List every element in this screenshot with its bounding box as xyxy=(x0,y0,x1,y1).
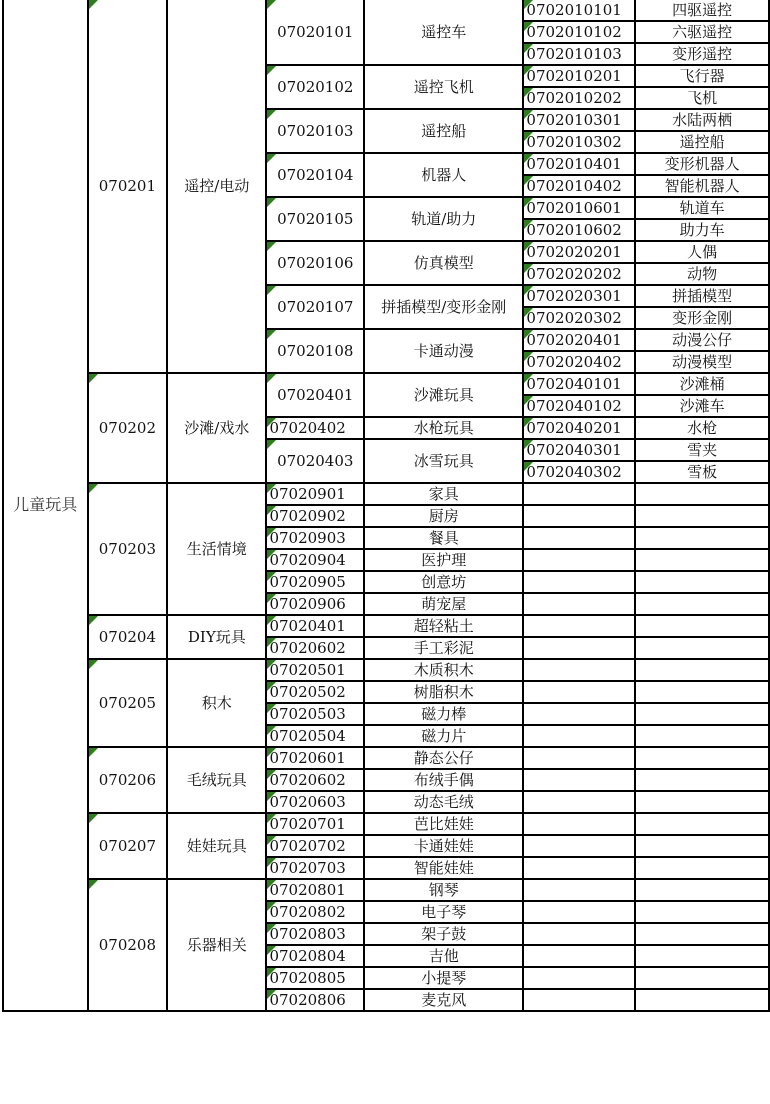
item-name-cell[interactable]: 沙滩桶 xyxy=(635,373,769,395)
empty-item-name-cell[interactable] xyxy=(635,593,769,615)
table-row xyxy=(3,747,769,769)
item-code-cell[interactable]: 0702010102 xyxy=(523,21,635,43)
sub-code-cell[interactable]: 07020101 xyxy=(266,0,364,65)
table-row xyxy=(3,0,769,21)
group-name-cell[interactable]: 毛绒玩具 xyxy=(167,747,266,813)
sub-name-cell[interactable]: 餐具 xyxy=(364,527,523,549)
sub-code-cell[interactable]: 07020806 xyxy=(266,989,364,1011)
sub-name-cell[interactable]: 智能娃娃 xyxy=(364,857,523,879)
empty-item-code-cell[interactable] xyxy=(523,901,635,923)
empty-item-name-cell[interactable] xyxy=(635,571,769,593)
empty-item-code-cell[interactable] xyxy=(523,637,635,659)
empty-item-name-cell[interactable] xyxy=(635,989,769,1011)
sub-code-cell[interactable]: 07020903 xyxy=(266,527,364,549)
table-row xyxy=(3,659,769,681)
sub-name-cell[interactable]: 树脂积木 xyxy=(364,681,523,703)
empty-item-name-cell[interactable] xyxy=(635,747,769,769)
empty-item-name-cell[interactable] xyxy=(635,483,769,505)
table-row xyxy=(3,615,769,637)
sub-name-cell[interactable]: 吉他 xyxy=(364,945,523,967)
empty-item-code-cell[interactable] xyxy=(523,483,635,505)
sub-code-cell[interactable]: 07020802 xyxy=(266,901,364,923)
empty-item-name-cell[interactable] xyxy=(635,901,769,923)
sub-code-cell[interactable]: 07020103 xyxy=(266,109,364,153)
item-name-cell[interactable]: 动物 xyxy=(635,263,769,285)
sub-name-cell[interactable]: 芭比娃娃 xyxy=(364,813,523,835)
item-code-cell[interactable]: 0702010601 xyxy=(523,197,635,219)
item-name-cell[interactable]: 动漫公仔 xyxy=(635,329,769,351)
sub-name-cell[interactable]: 拼插模型/变形金刚 xyxy=(364,285,523,329)
group-name-cell[interactable]: 乐器相关 xyxy=(167,879,266,1011)
sub-code-cell[interactable]: 07020106 xyxy=(266,241,364,285)
empty-item-code-cell[interactable] xyxy=(523,725,635,747)
empty-item-name-cell[interactable] xyxy=(635,659,769,681)
table-row xyxy=(3,813,769,835)
empty-item-name-cell[interactable] xyxy=(635,681,769,703)
item-name-cell[interactable]: 变形遥控 xyxy=(635,43,769,65)
group-name-cell[interactable]: 娃娃玩具 xyxy=(167,813,266,879)
item-name-cell[interactable]: 水陆两栖 xyxy=(635,109,769,131)
item-name-cell[interactable]: 轨道车 xyxy=(635,197,769,219)
empty-item-name-cell[interactable] xyxy=(635,813,769,835)
sub-name-cell[interactable]: 轨道/助力 xyxy=(364,197,523,241)
sub-code-cell[interactable]: 07020801 xyxy=(266,879,364,901)
sub-code-cell[interactable]: 07020504 xyxy=(266,725,364,747)
empty-item-code-cell[interactable] xyxy=(523,571,635,593)
item-name-cell[interactable]: 助力车 xyxy=(635,219,769,241)
sub-name-cell[interactable]: 磁力片 xyxy=(364,725,523,747)
sub-name-cell[interactable]: 钢琴 xyxy=(364,879,523,901)
table-row xyxy=(3,879,769,901)
empty-item-name-cell[interactable] xyxy=(635,637,769,659)
sub-name-cell[interactable]: 麦克风 xyxy=(364,989,523,1011)
sub-name-cell[interactable]: 小提琴 xyxy=(364,967,523,989)
sub-name-cell[interactable]: 动态毛绒 xyxy=(364,791,523,813)
item-code-cell[interactable]: 0702040201 xyxy=(523,417,635,439)
group-name-cell[interactable]: 生活情境 xyxy=(167,483,266,615)
sub-code-cell[interactable]: 07020503 xyxy=(266,703,364,725)
item-code-cell[interactable]: 0702020402 xyxy=(523,351,635,373)
item-code-cell[interactable]: 0702020401 xyxy=(523,329,635,351)
sub-name-cell[interactable]: 磁力棒 xyxy=(364,703,523,725)
category-table xyxy=(2,0,770,1012)
item-code-cell[interactable]: 0702010402 xyxy=(523,175,635,197)
item-name-cell[interactable]: 动漫模型 xyxy=(635,351,769,373)
item-code-cell[interactable]: 0702040102 xyxy=(523,395,635,417)
item-code-cell[interactable]: 0702010602 xyxy=(523,219,635,241)
group-code-cell[interactable]: 070205 xyxy=(88,659,168,747)
item-code-cell[interactable]: 0702010103 xyxy=(523,43,635,65)
sub-name-cell[interactable]: 遥控飞机 xyxy=(364,65,523,109)
item-name-cell[interactable]: 飞行器 xyxy=(635,65,769,87)
empty-item-name-cell[interactable] xyxy=(635,615,769,637)
empty-item-code-cell[interactable] xyxy=(523,835,635,857)
sub-name-cell[interactable]: 遥控船 xyxy=(364,109,523,153)
empty-item-code-cell[interactable] xyxy=(523,549,635,571)
sub-code-cell[interactable]: 07020105 xyxy=(266,197,364,241)
item-code-cell[interactable]: 0702010101 xyxy=(523,0,635,21)
sub-name-cell[interactable]: 电子琴 xyxy=(364,901,523,923)
item-code-cell[interactable]: 0702040302 xyxy=(523,461,635,483)
item-name-cell[interactable]: 雪板 xyxy=(635,461,769,483)
sub-code-cell[interactable]: 07020104 xyxy=(266,153,364,197)
sub-name-cell[interactable]: 手工彩泥 xyxy=(364,637,523,659)
item-name-cell[interactable]: 沙滩车 xyxy=(635,395,769,417)
sub-code-cell[interactable]: 07020102 xyxy=(266,65,364,109)
empty-item-code-cell[interactable] xyxy=(523,593,635,615)
item-name-cell[interactable]: 四驱遥控 xyxy=(635,0,769,21)
item-code-cell[interactable]: 0702010201 xyxy=(523,65,635,87)
empty-item-name-cell[interactable] xyxy=(635,791,769,813)
sub-name-cell[interactable]: 创意坊 xyxy=(364,571,523,593)
empty-item-code-cell[interactable] xyxy=(523,967,635,989)
item-name-cell[interactable]: 变形金刚 xyxy=(635,307,769,329)
sub-code-cell[interactable]: 07020107 xyxy=(266,285,364,329)
sub-name-cell[interactable]: 水枪玩具 xyxy=(364,417,523,439)
empty-item-code-cell[interactable] xyxy=(523,615,635,637)
empty-item-code-cell[interactable] xyxy=(523,923,635,945)
item-name-cell[interactable]: 拼插模型 xyxy=(635,285,769,307)
empty-item-code-cell[interactable] xyxy=(523,527,635,549)
group-code-cell[interactable]: 070201 xyxy=(88,0,168,373)
sub-code-cell[interactable]: 07020603 xyxy=(266,791,364,813)
sub-name-cell[interactable]: 仿真模型 xyxy=(364,241,523,285)
sub-code-cell[interactable]: 07020904 xyxy=(266,549,364,571)
sub-code-cell[interactable]: 07020902 xyxy=(266,505,364,527)
empty-item-code-cell[interactable] xyxy=(523,681,635,703)
item-name-cell[interactable]: 遥控船 xyxy=(635,131,769,153)
sub-name-cell[interactable]: 卡通动漫 xyxy=(364,329,523,373)
item-code-cell[interactable]: 0702020202 xyxy=(523,263,635,285)
group-name-cell[interactable]: 积木 xyxy=(167,659,266,747)
sub-code-cell[interactable]: 07020502 xyxy=(266,681,364,703)
sub-code-cell[interactable]: 07020905 xyxy=(266,571,364,593)
empty-item-code-cell[interactable] xyxy=(523,879,635,901)
item-name-cell[interactable]: 智能机器人 xyxy=(635,175,769,197)
sub-name-cell[interactable]: 木质积木 xyxy=(364,659,523,681)
empty-item-name-cell[interactable] xyxy=(635,703,769,725)
sub-code-cell[interactable]: 07020701 xyxy=(266,813,364,835)
item-code-cell[interactable]: 0702010301 xyxy=(523,109,635,131)
category-table-body xyxy=(3,0,769,1011)
sub-code-cell[interactable]: 07020803 xyxy=(266,923,364,945)
root-category-cell[interactable]: 儿童玩具 xyxy=(3,0,88,1011)
empty-item-code-cell[interactable] xyxy=(523,703,635,725)
sub-name-cell[interactable]: 医护理 xyxy=(364,549,523,571)
empty-item-name-cell[interactable] xyxy=(635,769,769,791)
sub-code-cell[interactable]: 07020402 xyxy=(266,417,364,439)
item-code-cell[interactable]: 0702040101 xyxy=(523,373,635,395)
sub-code-cell[interactable]: 07020906 xyxy=(266,593,364,615)
item-code-cell[interactable]: 0702010202 xyxy=(523,87,635,109)
sub-name-cell[interactable]: 超轻粘土 xyxy=(364,615,523,637)
sub-code-cell[interactable]: 07020804 xyxy=(266,945,364,967)
sub-code-cell[interactable]: 07020403 xyxy=(266,439,364,483)
empty-item-name-cell[interactable] xyxy=(635,967,769,989)
sub-name-cell[interactable]: 厨房 xyxy=(364,505,523,527)
empty-item-name-cell[interactable] xyxy=(635,923,769,945)
empty-item-name-cell[interactable] xyxy=(635,879,769,901)
group-code-cell[interactable]: 070202 xyxy=(88,373,168,483)
sub-name-cell[interactable]: 冰雪玩具 xyxy=(364,439,523,483)
empty-item-name-cell[interactable] xyxy=(635,505,769,527)
item-code-cell[interactable]: 0702020201 xyxy=(523,241,635,263)
table-row xyxy=(3,483,769,505)
sub-name-cell[interactable]: 萌宠屋 xyxy=(364,593,523,615)
item-code-cell[interactable]: 0702020302 xyxy=(523,307,635,329)
sub-code-cell[interactable]: 07020501 xyxy=(266,659,364,681)
empty-item-code-cell[interactable] xyxy=(523,813,635,835)
item-code-cell[interactable]: 0702010401 xyxy=(523,153,635,175)
item-code-cell[interactable]: 0702010302 xyxy=(523,131,635,153)
empty-item-name-cell[interactable] xyxy=(635,945,769,967)
item-code-cell[interactable]: 0702040301 xyxy=(523,439,635,461)
empty-item-code-cell[interactable] xyxy=(523,505,635,527)
group-name-cell[interactable]: DIY玩具 xyxy=(167,615,266,659)
empty-item-code-cell[interactable] xyxy=(523,791,635,813)
sub-code-cell[interactable]: 07020702 xyxy=(266,835,364,857)
empty-item-code-cell[interactable] xyxy=(523,857,635,879)
empty-item-code-cell[interactable] xyxy=(523,989,635,1011)
sub-name-cell[interactable]: 布绒手偶 xyxy=(364,769,523,791)
group-name-cell[interactable]: 沙滩/戏水 xyxy=(167,373,266,483)
sub-code-cell[interactable]: 07020602 xyxy=(266,769,364,791)
item-name-cell[interactable]: 变形机器人 xyxy=(635,153,769,175)
group-code-cell[interactable]: 070208 xyxy=(88,879,168,1011)
sub-code-cell[interactable]: 07020401 xyxy=(266,615,364,637)
sub-code-cell[interactable]: 07020805 xyxy=(266,967,364,989)
empty-item-code-cell[interactable] xyxy=(523,945,635,967)
table-row xyxy=(3,373,769,395)
sub-name-cell[interactable]: 遥控车 xyxy=(364,0,523,65)
empty-item-code-cell[interactable] xyxy=(523,769,635,791)
group-code-cell[interactable]: 070204 xyxy=(88,615,168,659)
sub-name-cell[interactable]: 静态公仔 xyxy=(364,747,523,769)
sub-code-cell[interactable]: 07020401 xyxy=(266,373,364,417)
empty-item-name-cell[interactable] xyxy=(635,857,769,879)
item-name-cell[interactable]: 水枪 xyxy=(635,417,769,439)
empty-item-name-cell[interactable] xyxy=(635,835,769,857)
empty-item-name-cell[interactable] xyxy=(635,549,769,571)
empty-item-name-cell[interactable] xyxy=(635,527,769,549)
group-code-cell[interactable]: 070203 xyxy=(88,483,168,615)
item-name-cell[interactable]: 人偶 xyxy=(635,241,769,263)
sub-name-cell[interactable]: 家具 xyxy=(364,483,523,505)
sub-code-cell[interactable]: 07020601 xyxy=(266,747,364,769)
group-code-cell[interactable]: 070206 xyxy=(88,747,168,813)
sub-name-cell[interactable]: 卡通娃娃 xyxy=(364,835,523,857)
group-code-cell[interactable]: 070207 xyxy=(88,813,168,879)
group-name-cell[interactable]: 遥控/电动 xyxy=(167,0,266,373)
sub-code-cell[interactable]: 07020108 xyxy=(266,329,364,373)
item-code-cell[interactable]: 0702020301 xyxy=(523,285,635,307)
sub-code-cell[interactable]: 07020602 xyxy=(266,637,364,659)
sub-name-cell[interactable]: 架子鼓 xyxy=(364,923,523,945)
empty-item-code-cell[interactable] xyxy=(523,659,635,681)
sub-code-cell[interactable]: 07020901 xyxy=(266,483,364,505)
item-name-cell[interactable]: 雪夹 xyxy=(635,439,769,461)
empty-item-name-cell[interactable] xyxy=(635,725,769,747)
empty-item-code-cell[interactable] xyxy=(523,747,635,769)
sub-code-cell[interactable]: 07020703 xyxy=(266,857,364,879)
sub-name-cell[interactable]: 机器人 xyxy=(364,153,523,197)
item-name-cell[interactable]: 飞机 xyxy=(635,87,769,109)
sub-name-cell[interactable]: 沙滩玩具 xyxy=(364,373,523,417)
item-name-cell[interactable]: 六驱遥控 xyxy=(635,21,769,43)
